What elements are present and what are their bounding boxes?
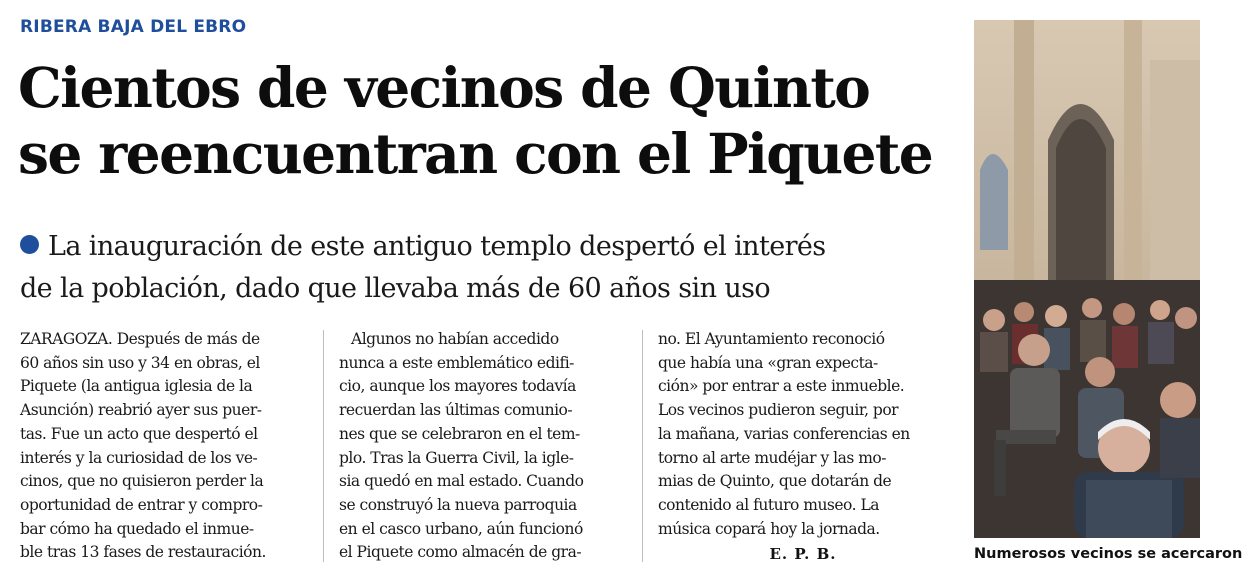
body-line: nunca a este emblemático edifi-	[339, 353, 574, 372]
headline-line-2: se reencuentran con el Piquete	[18, 121, 933, 186]
body-line: Algunos no habían accedido	[351, 330, 559, 348]
subhead-line-1: La inauguración de este antiguo templo despertó el interés	[48, 231, 826, 262]
body-column-3	[658, 328, 948, 541]
body-line: bar cómo ha quedado el inmue-	[20, 519, 254, 538]
body-line: Asunción) reabrió ayer sus puer-	[20, 401, 262, 420]
section-label: RIBERA BAJA DEL EBRO	[20, 17, 247, 37]
body-line: tas. Fue un acto que despertó el	[20, 424, 258, 443]
body-line: contenido al futuro museo. La	[658, 495, 879, 514]
body-line: Los vecinos pudieron seguir, por	[658, 401, 899, 420]
body-line: se construyó la nueva parroquia	[339, 495, 577, 514]
article-photo	[974, 20, 1200, 538]
body-line: Piquete (la antigua iglesia de la	[20, 377, 253, 396]
body-line: ZARAGOZA. Después de más de	[20, 330, 260, 348]
body-line: en el casco urbano, aún funcionó	[339, 519, 583, 538]
body-line: 60 años sin uso y 34 en obras, el	[20, 353, 260, 372]
body-line: nes que se celebraron en el tem-	[339, 424, 580, 443]
body-line: ción» por entrar a este inmueble.	[658, 377, 905, 396]
subhead-line-2: de la población, dado que llevaba más de 60 años sin uso	[20, 273, 771, 304]
body-line: cinos, que no quisieron perder la	[20, 472, 264, 491]
bullet-icon	[20, 235, 39, 254]
photo-caption: Numerosos vecinos se acercaron	[974, 546, 1242, 562]
body-line: la mañana, varias conferencias en	[658, 424, 910, 443]
body-column-1	[20, 328, 310, 565]
body-column-2	[339, 328, 629, 565]
body-line: mias de Quinto, que dotarán de	[658, 472, 892, 491]
author-signature: E. P. B.	[769, 545, 837, 563]
subheadline	[20, 226, 965, 310]
body-line: interés y la curiosidad de los ve-	[20, 448, 258, 467]
body-line: sia quedó en mal estado. Cuando	[339, 472, 584, 491]
body-line: ble tras 13 fases de restauración.	[20, 543, 266, 562]
church-interior-illustration	[974, 20, 1200, 538]
body-line: torno al arte mudéjar y las mo-	[658, 448, 887, 467]
body-line: plo. Tras la Guerra Civil, la igle-	[339, 448, 574, 467]
column-divider	[323, 330, 324, 562]
body-line: no. El Ayuntamiento reconoció	[658, 330, 885, 348]
body-line: recuerdan las últimas comunio-	[339, 401, 573, 420]
column-divider	[642, 330, 643, 562]
body-line: que había una «gran expecta-	[658, 353, 878, 372]
body-line: el Piquete como almacén de gra-	[339, 543, 582, 562]
body-line: cio, aunque los mayores todavía	[339, 377, 576, 396]
body-line: oportunidad de entrar y compro-	[20, 495, 263, 514]
headline-line-1: Cientos de vecinos de Quinto	[18, 55, 870, 120]
body-line: música copará hoy la jornada.	[658, 519, 880, 538]
headline	[18, 55, 968, 187]
